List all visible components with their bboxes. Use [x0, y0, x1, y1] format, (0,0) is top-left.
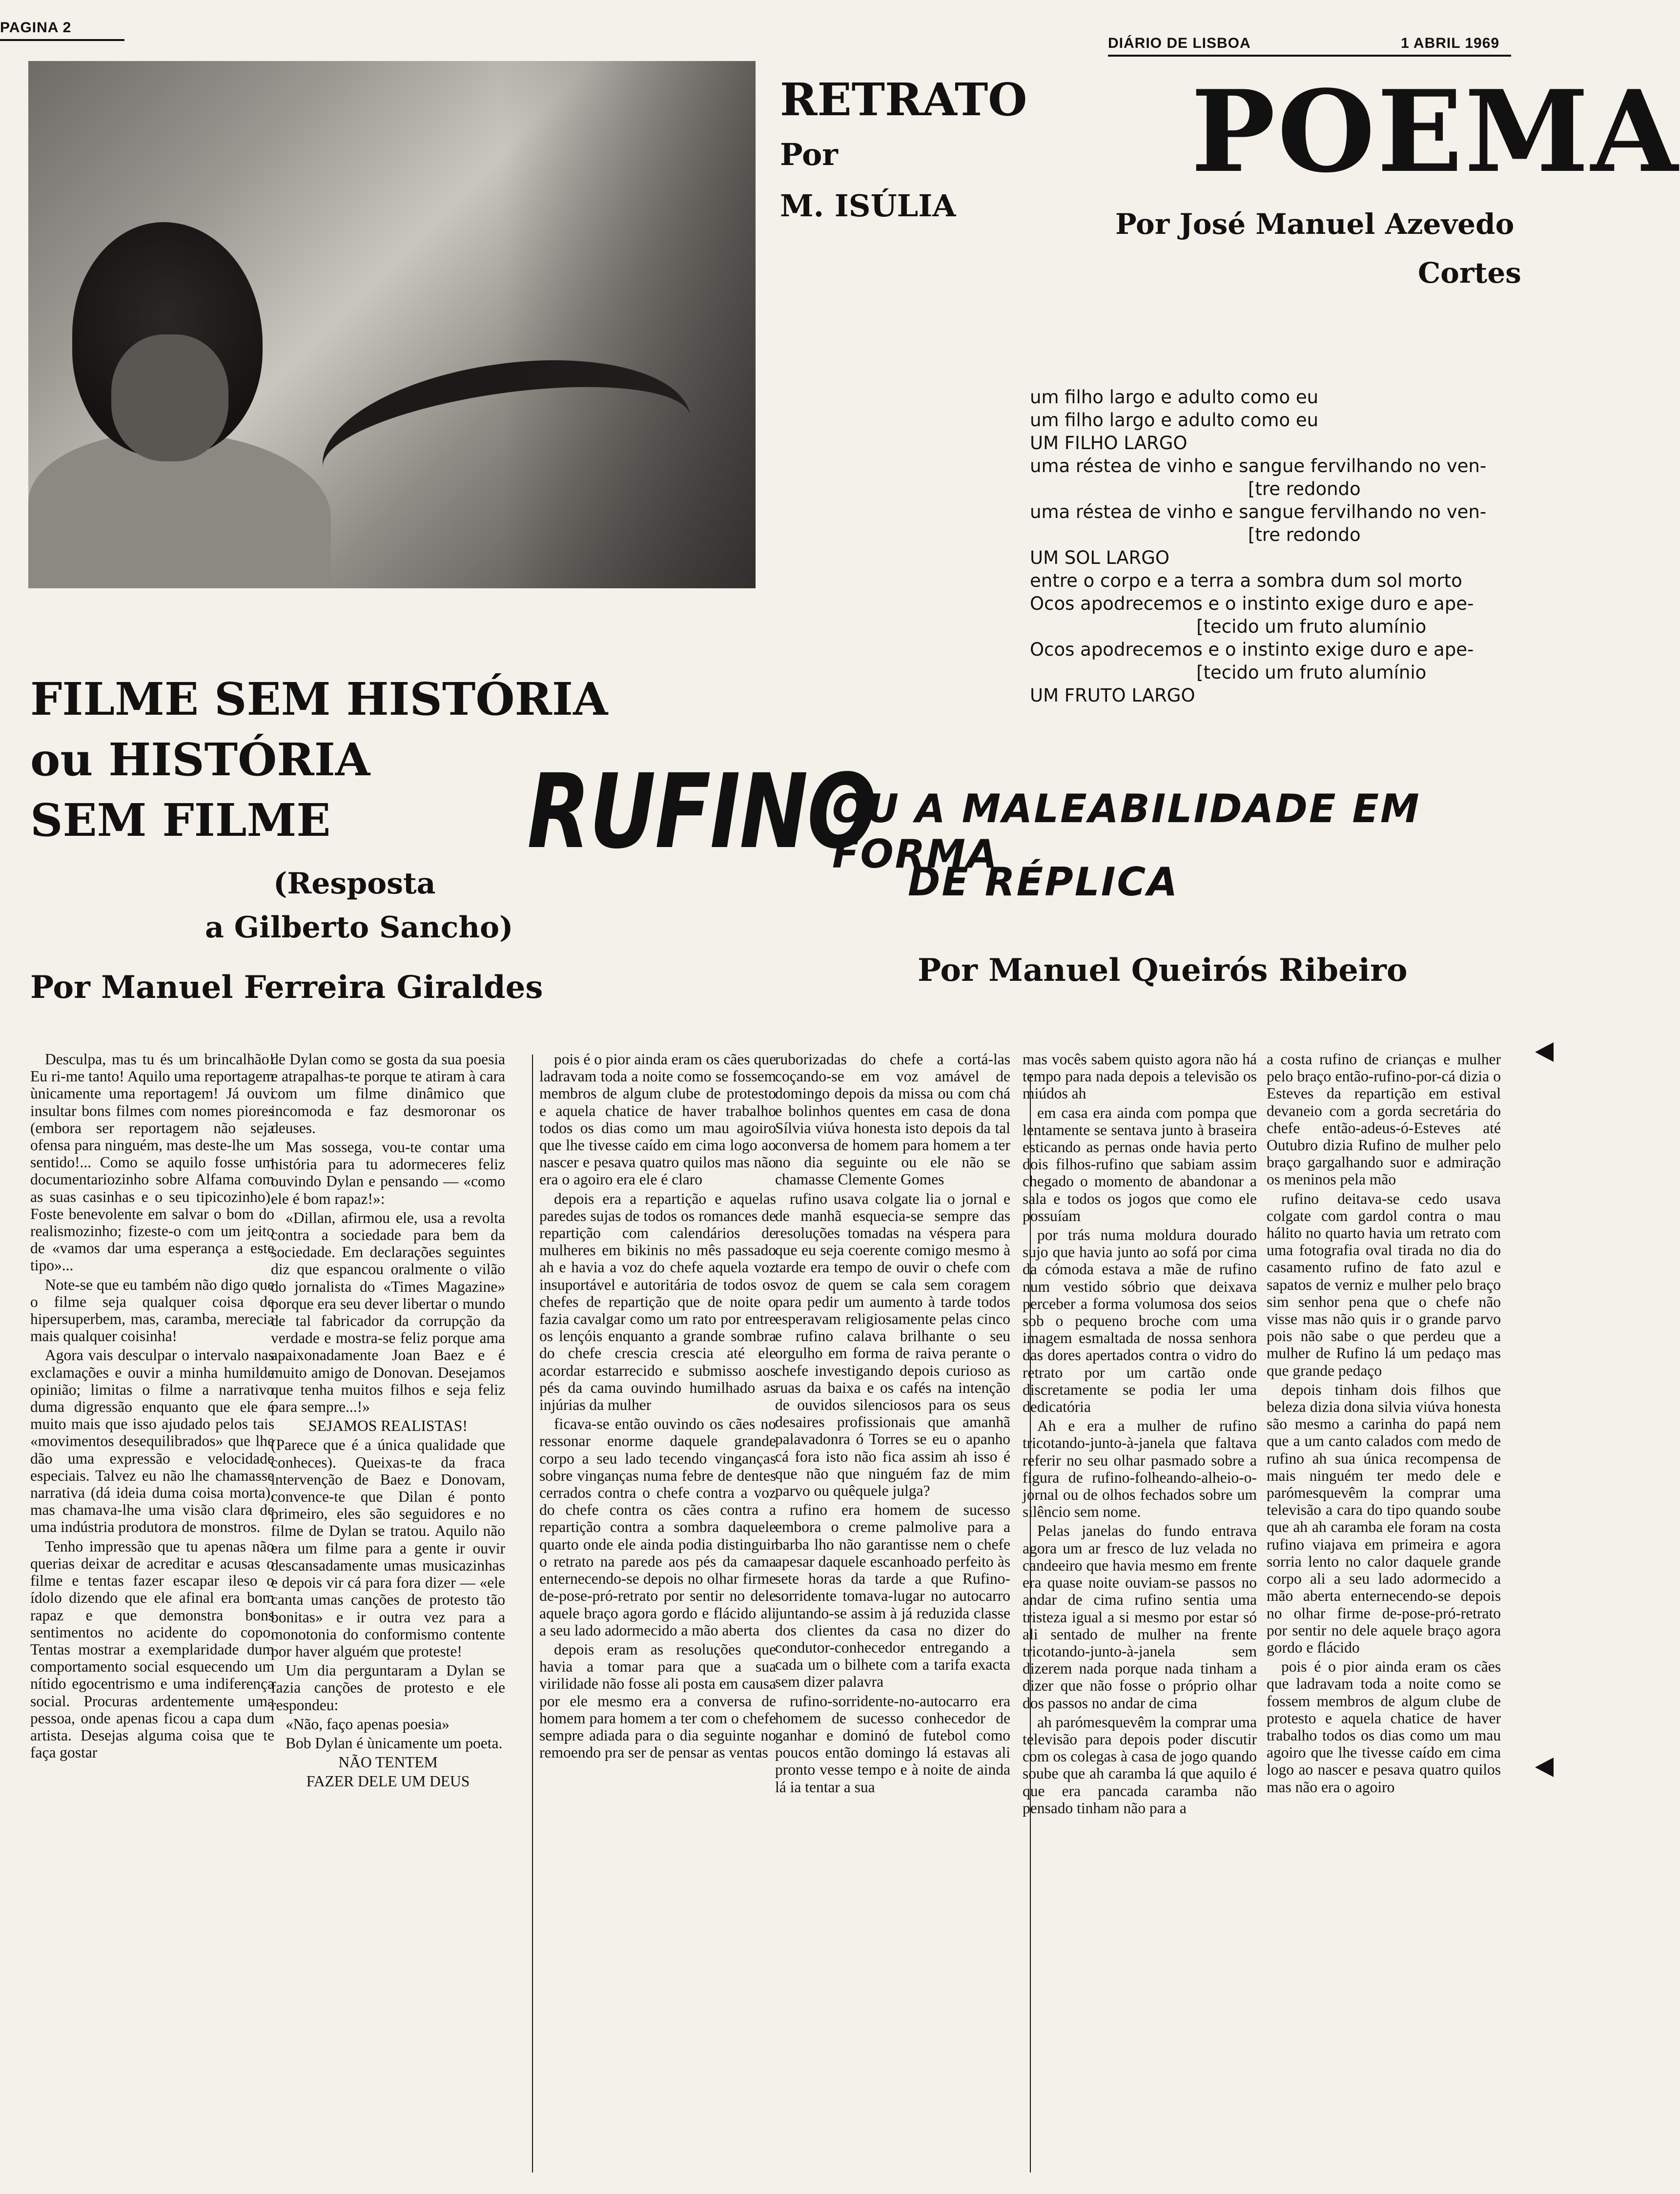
paragraph: Agora vais desculpar o intervalo nas exclamações e ouvir a minha humilde opinião; limitas o filme a narrativo duma digressão enquanto que ele é muito mais que isso ajudado pelos tais «movimentos desequilibrados» que lhe dão uma expressão e velocidade especiais. Talvez eu não lhe chamasse narrativa (dá ideia duma coisa morta), mas chamava-lhe uma visão clara de uma indústria produtora de monstros. [30, 1346, 274, 1536]
paragraph: mas vocês sabem quisto agora não há tempo para nada depois a televisão os miúdos ah [1023, 1051, 1257, 1102]
paragraph: Bob Dylan é ùnicamente um poeta. [286, 1734, 503, 1752]
retrato-title: RETRATO [780, 73, 1027, 126]
column-5 [1023, 1051, 1257, 2173]
paragraph: Desculpa, mas tu és um brincalhão! Eu ri-me tanto! Aquilo uma reportagem ùnicamente uma reportagem! Já ouvi insultar bons filmes com nomes piores (embora ser reportagem não seja ofensa para ninguém, mas deste-lhe um sentido!... Como se aquilo fosse um documentariozinho sobre Alfama com as suas casinhas e o seu tipicozinho). Foste benevolente em salvar o bom do realismozinho; fizeste-o com um jeito de «vamos dar uma esperança a este tipo»... [30, 1051, 274, 1274]
header-rule [1108, 55, 1511, 57]
filme-resposta-2: a Gilberto Sancho) [205, 911, 513, 945]
page-label: PAGINA 2 [0, 20, 72, 36]
paragraph: depois eram as resoluções que havia a tomar para que a sua virilidade não fosse ali posta em causa por ele mesmo era a conversa de homem para homem a ter com o chefe sempre adiada para o dia seguinte no remoendo pra ser de pensar as ventas [539, 1640, 776, 1761]
column-4 [775, 1051, 1010, 2173]
paragraph: Tenho impressão que tu apenas não querias deixar de acreditar e acusas o filme e tentas fazer escapar ileso o ídolo dizendo que ele afinal era bom rapaz e que demonstra bons sentimentos no acidente do copo. Tentas mostrar a exemplaridade dum comportamento social esquecendo um nítido egocentrismo e uma indiferença social. Procuras ardentemente uma pessoa, onde apenas ficou a capa dum artista. Desejas alguma coisa que te faça gostar [30, 1537, 274, 1761]
issue-date: 1 ABRIL 1969 [1401, 35, 1500, 51]
poem-text: um filho largo e adulto como eu um filho largo e adulto como eu UM FILHO LARGO uma réstea de vinho e sangue fervilhando no ven- [tre redondo uma réstea de vinho e sangue fervilhando no ven- [tre redondo UM SOL LARGO entre o corpo e a terra a sombra dum sol morto Ocos apodrecemos e o instinto exige duro e ape- [tecido um fruto alumínio Ocos apodrecemos e o instinto exige duro e ape- [tecido um fruto alumínio UM FRUTO LARGO [1030, 387, 1487, 706]
paragraph: Note-se que eu também não digo que o filme seja qualquer coisa de hipersuperbem, mas, caramba, merecia mais qualquer coisinha! [30, 1276, 274, 1345]
filme-byline: Por Manuel Ferreira Giraldes [30, 969, 543, 1006]
filme-headline-1: FILME SEM HISTÓRIA [30, 673, 608, 725]
rufino-subtitle-1: OU A MALEABILIDADE EM FORMA [832, 786, 1421, 877]
paragraph: «Dillan, afirmou ele, usa a revolta contra a sociedade para bem da sociedade. Em declarações seguintes diz que espancou oralmente o vilão do jornalista do «Times Magazine» porque era seu dever libertar o mundo de tal fabricador da corrupção da verdade e mostra-se feliz porque ama apaixonadamente Joan Baez e é muito amigo de Donovan. Desejamos que tenha muitos filhos e seja feliz para sempre...!» [271, 1209, 505, 1416]
closing-line: FAZER DELE UM DEUS [306, 1773, 470, 1790]
paragraph: rufino-sorridente-no-autocarro era homem de sucesso conhecedor de ganhar e dominó de futebol como poucos então domingo lá estavas ali pronto vesse tempo e à noite de ainda lá ia tentar a sua [775, 1692, 1010, 1796]
margin-arrow-icon [1535, 1042, 1554, 1062]
filme-headline-2: ou HISTÓRIA [30, 733, 370, 786]
rufino-title: RUFINO [527, 752, 876, 871]
column-1 [30, 1051, 274, 2173]
photo-figure-face [111, 334, 228, 461]
rufino-byline: Por Manuel Queirós Ribeiro [918, 952, 1408, 989]
column-6 [1267, 1051, 1501, 2173]
paragraph: «Não, faço apenas poesia» [286, 1715, 450, 1733]
poem-byline-cont: Cortes [1418, 256, 1521, 290]
margin-arrow-icon [1535, 1758, 1554, 1777]
paragraph: ficava-se então ouvindo os cães no ressonar enorme daquele grande corpo a seu lado tecendo vinganças sobre vinganças numa febre de dentes cerrados contra o chefe contra a voz do chefe contra os cães contra a repartição contra a sombra daquele quarto onde ele ainda podia distinguir o retrato na parede aos pés da cama enternecendo-se depois no olhar firme de-pose-pró-retrato por sentir no dele aquele braço agora gordo e flácido ali a seu lado adormecido a mão aberta [539, 1415, 776, 1639]
poem-byline: Por José Manuel Azevedo [1115, 207, 1515, 241]
paragraph: em casa era ainda com pompa que lentamente se sentava junto à braseira esticando as pernas onde havia perto dois filhos-rufino que sabiam assim chegado o momento de abandonar a sala e todos os jogos que como ele possuíam [1023, 1104, 1257, 1224]
photo-shadow [502, 61, 756, 588]
paragraph: Um dia perguntaram a Dylan se fazia canções de protesto e ele respondeu: [271, 1662, 505, 1714]
retrato-author: M. ISÚLIA [780, 188, 956, 224]
column-rule [532, 1055, 533, 2173]
paragraph: a costa rufino de crianças e mulher pelo braço então-rufino-por-cá dizia o Esteves da repartição em estival devaneio com a gorda secretária do chefe então-adeus-ó-Esteves até Outubro dizia Rufino de mulher pelo braço gargalhando suor e admiração os meninos pela mão [1267, 1051, 1501, 1188]
filme-headline-3: SEM FILME [30, 794, 331, 847]
paragraph: depois era a repartição e aquelas paredes sujas de todos os romances de repartição com calendários de mulheres em bikinis no mês passado ah e havia a voz do chefe aquela voz insuportável e autoritária de todos os chefes de repartição que de noite o fazia cavalgar como um rato por entre os lençóis enquanto a grande sombra do chefe crescia crescia até ele acordar estarrecido e submisso aos pés da cama ouvindo humilhado as injúrias da mulher [539, 1190, 776, 1414]
column-2 [271, 1051, 505, 2173]
paragraph: Pelas janelas do fundo entrava agora um ar fresco de luz velada no candeeiro que havia mesmo em frente era quase noite ouviam-se passos no andar de cima rufino sentia uma tristeza igual a si mesmo por estar só ali sentado de mulher na frente tricotando-junto-à-janela sem dizerem nada porque nada tinham a dizer que não fosse o próprio olhar dos passos no andar de cima [1023, 1522, 1257, 1712]
paragraph: ah parómesquevêm la comprar uma televisão para depois poder discutir com os colegas à casa de jogo quando soube que ah caramba lá que aquilo é que era pancada caramba não pensado tinham não para a [1023, 1713, 1257, 1817]
paragraph: por trás numa moldura dourado sujo que havia junto ao sofá por cima da cómoda estava a mãe de rufino num vestido sóbrio que deixava perceber a forma volumosa dos seios sob o pequeno broche com uma imagem esmaltada de nossa senhora das dores apertados contra o vidro do retrato por um cartão onde discretamente se podia ler uma dedicatória [1023, 1226, 1257, 1416]
paragraph: rufino usava colgate lia o jornal e de manhã esquecia-se sempre das resoluções tomadas na véspera para que eu seja coerente comigo mesmo à tarde era tempo de ouvir o chefe com voz de quem se cala sem coragem para pedir um aumento à tarde todos esperavam religiosamente pelas cinco e rufino calava brilhante o seu orgulho em forma de raiva perante o chefe investigando depois curioso as ruas da baixa e os cafés na intenção de ouvidos silenciosos para os seus desaires profissionais que amanhã palavadonra ó Torres se eu o apanho cá fora isto não fica assim ah isso é que não que ninguém faz de mim parvo ou quêquele julga? [775, 1190, 1010, 1500]
paragraph: ruborizadas do chefe a cortá-las coçando-se em voz amável de domingo depois da missa ou com chá e bolinhos quentes em casa de dona Sílvia viúva honesta isto depois da tal conversa de homem para homem a ter no dia seguinte ou ele não se chamasse Clemente Gomes [775, 1051, 1010, 1188]
paragraph: rufino deitava-se cedo usava colgate com gardol contra o mau hálito no quarto havia um retrato com uma fotografia oval tirada no dia do casamento rufino de fato azul e sapatos de verniz e mulher pelo braço sim senhor pena que o chefe não visse mas não quis ir o grande parvo pois não sabe o que perdeu que a mulher de Rufino lá um pedaço mas que grande pedaço [1267, 1190, 1501, 1379]
paragraph: (Parece que é a única qualidade que conheces). Queixas-te da fraca intervenção de Baez e Donovam, convence-te que Dilan é ponto primeiro, eles são seguidores e no filme de Dylan se tratou. Aquilo não era um filme para a gente ir ouvir descansadamente umas musicazinhas e depois vir cá para fora dizer — «ele canta umas canções de protesto tão bonitas» e ir outra vez para a monotonia do conformismo contente por haver alguém que proteste! [271, 1436, 505, 1660]
subheading: SEJAMOS REALISTAS! [308, 1417, 468, 1435]
page-label-underline [0, 39, 124, 41]
paragraph: pois é o pior ainda eram os cães que ladravam toda a noite como se fossem membros de algum clube de protesto e aquela chatice de haver trabalho todos os dias como um mau agoiro que lhe tivesse caído em cima logo ao nascer e pesava quatro quilos mas não era o agoiro [1267, 1658, 1501, 1796]
paragraph: Ah e era a mulher de rufino tricotando-junto-à-janela que faltava referir no seu olhar pasmado sobre a figura de rufino-folheando-alheio-o-jornal ou de olhos fechados sobre um silêncio sem nome. [1023, 1417, 1257, 1521]
retrato-by: Por [780, 137, 838, 172]
poem-title: POEMA [1191, 66, 1680, 198]
column-3 [539, 1051, 776, 2173]
paragraph: pois é o pior ainda eram os cães que ladravam toda a noite como se fossem membros de algum clube de protesto e aquela chatice de haver trabalho todos os dias como um mau agoiro que lhe tivesse caído em cima logo ao nascer e pesava quatro quilos mas não era o agoiro era ele é claro [539, 1051, 776, 1188]
paragraph: Mas sossega, vou-te contar uma história para tu adormeceres feliz ouvindo Dylan e pensando — «como ele é bom rapaz!»: [271, 1138, 505, 1207]
rufino-subtitle-2: DE RÉPLICA [908, 859, 1179, 905]
filme-resposta-1: (Resposta [273, 867, 436, 901]
paragraph: rufino era homem de sucesso embora o creme palmolive para a barba lho não garantisse nem o chefe apesar daquele escanhoado perfeito às sete horas da tarde a que Rufino-sorridente tomava-lugar no autocarro juntando-se assim à já reduzida classe dos clientes da casa no dizer do condutor-conhecedor entregando a cada um o bilhete com a tarifa exacta sem dizer palavra [775, 1501, 1010, 1691]
paragraph: de Dylan como se gosta da sua poesia e atrapalhas-te porque te atiram à cara com um filme dinâmico que incomoda e faz desmoronar os deuses. [271, 1051, 505, 1137]
portrait-photo [28, 61, 756, 588]
newspaper-name: DIÁRIO DE LISBOA [1108, 35, 1251, 51]
closing-line: NÃO TENTEM [338, 1754, 438, 1771]
paragraph: depois tinham dois filhos que beleza dizia dona silvia viúva honesta são mesmo a carinha do papá nem que a um canto calados com medo de rufino ah sua única recompensa de mais ninguém ter medo dele e parómesquevêm la comprar uma televisão a cara do tipo quando soube que ah ah caramba ele foram na costa rufino viajava em primeira e agora sorria lento no calor daquele grande corpo ali a seu lado adormecido a mão aberta enternecendo-se depois no olhar firme de-pose-pró-retrato por sentir no dele aquele braço agora gordo e flácido [1267, 1381, 1501, 1656]
